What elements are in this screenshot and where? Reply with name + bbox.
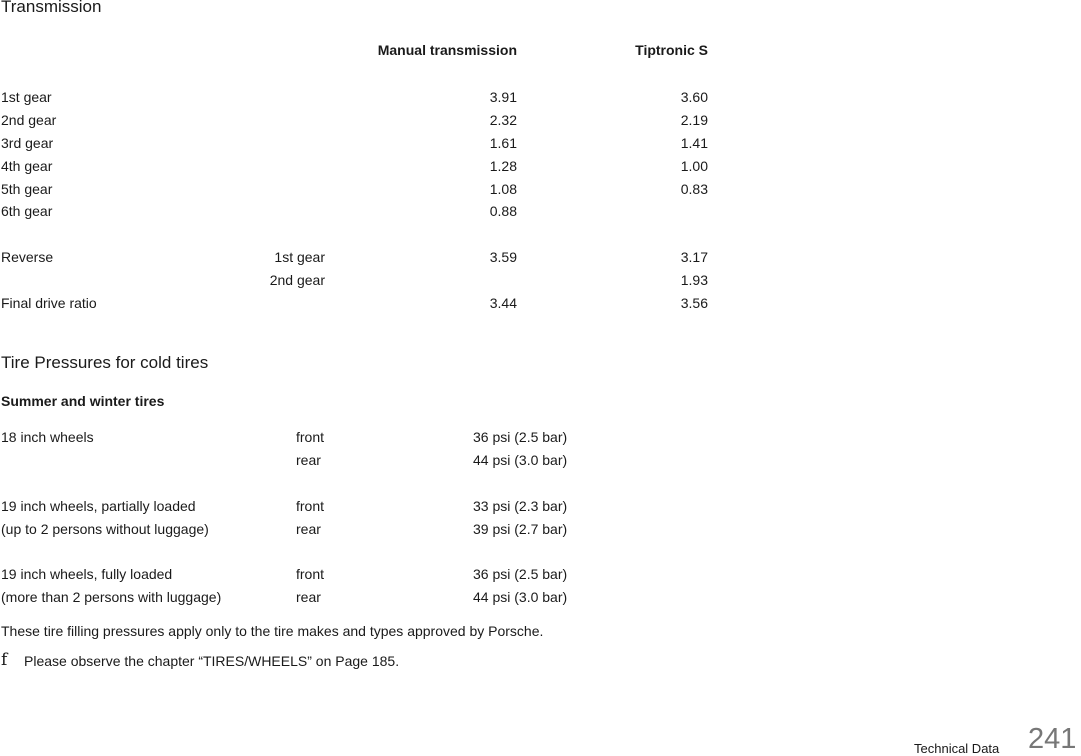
reverse-gear1-tiptronic: 3.17 <box>680 249 708 265</box>
final-drive-manual: 3.44 <box>489 295 517 311</box>
pressure-rear: 44 psi (3.0 bar) <box>473 452 568 468</box>
gear-label: 6th gear <box>1 203 53 219</box>
wheel-label: 19 inch wheels, fully loaded <box>1 566 173 582</box>
gear-label: 5th gear <box>1 181 53 197</box>
reverse-gear2-label: 2nd gear <box>269 272 325 288</box>
reverse-label: Reverse <box>1 249 54 265</box>
manual-ratio: 1.61 <box>489 135 517 151</box>
page-number: 241 <box>1028 723 1077 755</box>
manual-ratio: 1.08 <box>489 181 517 197</box>
tire-pressures-subtitle: Summer and winter tires <box>1 393 165 409</box>
axle-rear: rear <box>296 589 321 605</box>
final-drive-label: Final drive ratio <box>1 295 97 311</box>
tiptronic-ratio: 2.19 <box>680 112 708 128</box>
tiptronic-ratio: 3.60 <box>680 89 708 105</box>
reverse-gear1-manual: 3.59 <box>489 249 517 265</box>
approval-note: These tire filling pressures apply only to the tire makes and types approved by Porsche. <box>1 623 544 639</box>
tire-pressures-title: Tire Pressures for cold tires <box>1 353 209 372</box>
tiptronic-ratio: 1.00 <box>680 158 708 174</box>
axle-front: front <box>296 498 325 514</box>
footer-section-label: Technical Data <box>914 741 1000 756</box>
load-condition: (up to 2 persons without luggage) <box>1 521 209 537</box>
wheel-label: 19 inch wheels, partially loaded <box>1 498 196 514</box>
manual-ratio: 3.91 <box>489 89 517 105</box>
transmission-title: Transmission <box>1 0 102 16</box>
axle-front: front <box>296 429 325 445</box>
reference-arrow-icon: f <box>1 650 8 670</box>
pressure-front: 36 psi (2.5 bar) <box>473 566 568 582</box>
gear-label: 1st gear <box>1 89 52 105</box>
axle-rear: rear <box>296 521 321 537</box>
pressure-rear: 39 psi (2.7 bar) <box>473 521 568 537</box>
chapter-reference: Please observe the chapter “TIRES/WHEELS” on Page 185. <box>24 653 400 669</box>
axle-front: front <box>296 566 325 582</box>
gear-label: 4th gear <box>1 158 53 174</box>
tiptronic-ratio: 1.41 <box>680 135 708 151</box>
load-condition: (more than 2 persons with luggage) <box>1 589 222 605</box>
col-header-tiptronic: Tiptronic S <box>635 42 708 58</box>
reverse-gear2-tiptronic: 1.93 <box>680 272 708 288</box>
axle-rear: rear <box>296 452 321 468</box>
gear-label: 3rd gear <box>1 135 54 151</box>
reverse-gear1-label: 1st gear <box>274 249 325 265</box>
pressure-front: 33 psi (2.3 bar) <box>473 498 568 514</box>
pressure-rear: 44 psi (3.0 bar) <box>473 589 568 605</box>
col-header-manual: Manual transmission <box>377 42 517 58</box>
gear-label: 2nd gear <box>1 112 57 128</box>
final-drive-tiptronic: 3.56 <box>680 295 708 311</box>
manual-ratio: 0.88 <box>489 203 517 219</box>
tiptronic-ratio: 0.83 <box>680 181 708 197</box>
pressure-front: 36 psi (2.5 bar) <box>473 429 568 445</box>
manual-ratio: 2.32 <box>489 112 517 128</box>
manual-ratio: 1.28 <box>489 158 517 174</box>
wheel-label: 18 inch wheels <box>1 429 94 445</box>
